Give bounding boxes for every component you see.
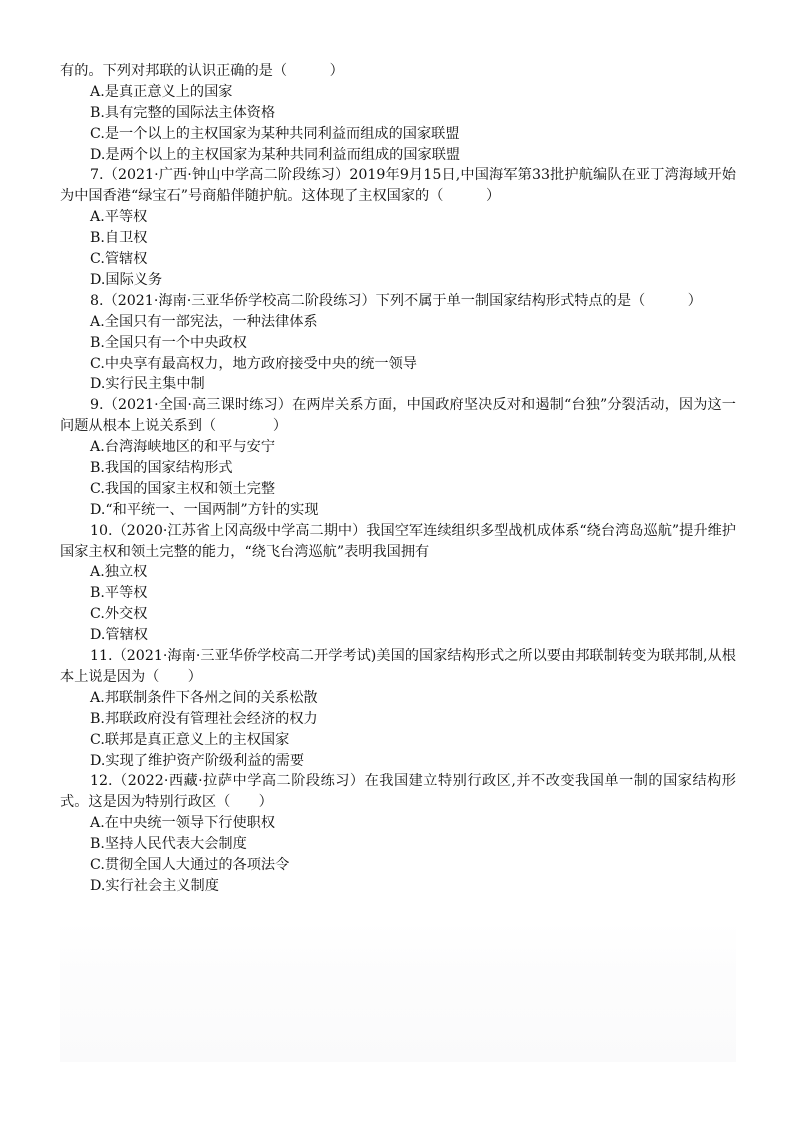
question-8-option-b: B.全国只有一个中央政权 — [90, 334, 247, 351]
question-12-stem: 12.（2022·西藏·拉萨中学高二阶段练习）在我国建立特别行政区,并不改变我国单一制的国家结构形式。这是因为特别行政区（ ） — [60, 773, 736, 811]
question-6-option-b: B.具有完整的国际法主体资格 — [90, 104, 276, 121]
question-7-option-d: D.国际义务 — [90, 271, 163, 288]
question-8-option-a: A.全国只有一部宪法，一种法律体系 — [90, 313, 318, 330]
question-7-option-a: A.平等权 — [90, 209, 148, 226]
question-7-option-c: C.管辖权 — [90, 251, 148, 268]
question-11-option-b: B.邦联政府没有管理社会经济的权力 — [90, 710, 318, 727]
question-9-option-a: A.台湾海峡地区的和平与安宁 — [90, 439, 276, 456]
question-12-option-d: D.实行社会主义制度 — [90, 877, 219, 894]
question-10-option-b: B.平等权 — [90, 585, 148, 602]
question-10-option-c: C.外交权 — [90, 606, 148, 623]
question-11-option-a: A.邦联制条件下各州之间的关系松散 — [90, 689, 318, 706]
question-6-stem-continuation: 有的。下列对邦联的认识正确的是（ ） — [60, 63, 344, 79]
question-11-stem: 11.（2021·海南·三亚华侨学校高二开学考试)美国的国家结构形式之所以要由邦联制转变为联邦制,从根本上说是因为（ ） — [60, 648, 736, 685]
question-6-option-d: D.是两个以上的主权国家为某种共同利益而组成的国家联盟 — [90, 146, 461, 163]
question-11-option-d: D.实现了维护资产阶级利益的需要 — [90, 752, 305, 769]
question-12-option-c: C.贯彻全国人大通过的各项法令 — [90, 857, 290, 874]
question-10-stem: 10.（2020·江苏省上冈高级中学高二期中）我国空军连续组织多型战机成体系“绕台湾岛巡航”提升维护国家主权和领土完整的能力，“绕飞台湾巡航”表明我国拥有 — [60, 522, 736, 560]
question-6-option-a: A.是真正意义上的国家 — [90, 83, 233, 100]
question-11-option-c: C.联邦是真正意义上的主权国家 — [90, 731, 290, 748]
question-8-option-d: D.实行民主集中制 — [90, 376, 205, 393]
question-12-option-b: B.坚持人民代表大会制度 — [90, 836, 247, 853]
question-8-stem: 8.（2021·海南·三亚华侨学校高二阶段练习）下列不属于单一制国家结构形式特点的是（ ） — [90, 292, 702, 309]
question-12-option-a: A.在中央统一领导下行使职权 — [90, 815, 276, 832]
question-9-option-d: D.“和平统一、一国两制”方针的实现 — [90, 501, 319, 518]
question-7-option-b: B.自卫权 — [90, 230, 148, 247]
question-10-option-a: A.独立权 — [90, 564, 148, 581]
question-6-option-c: C.是一个以上的主权国家为某种共同利益而组成的国家联盟 — [90, 125, 460, 142]
question-list — [60, 61, 736, 897]
question-9-option-b: B.我国的国家结构形式 — [90, 460, 233, 476]
question-9-option-c: C.我国的国家主权和领土完整 — [90, 480, 276, 497]
question-8-option-c: C.中央享有最高权力，地方政府接受中央的统一领导 — [90, 355, 417, 372]
question-10-option-d: D.管辖权 — [90, 627, 148, 644]
blank-area — [60, 922, 736, 1062]
question-7-stem: 7.（2021·广西·钟山中学高二阶段练习）2019年9月15日,中国海军第33批护航编队在亚丁湾海域开始为中国香港“绿宝石”号商船伴随护航。这体现了主权国家的（ ） — [60, 167, 736, 205]
question-9-stem: 9.（2021·全国·高三课时练习）在两岸关系方面，中国政府坚决反对和遏制“台独”分裂活动，因为这一问题从根本上说关系到（ ） — [60, 397, 736, 435]
